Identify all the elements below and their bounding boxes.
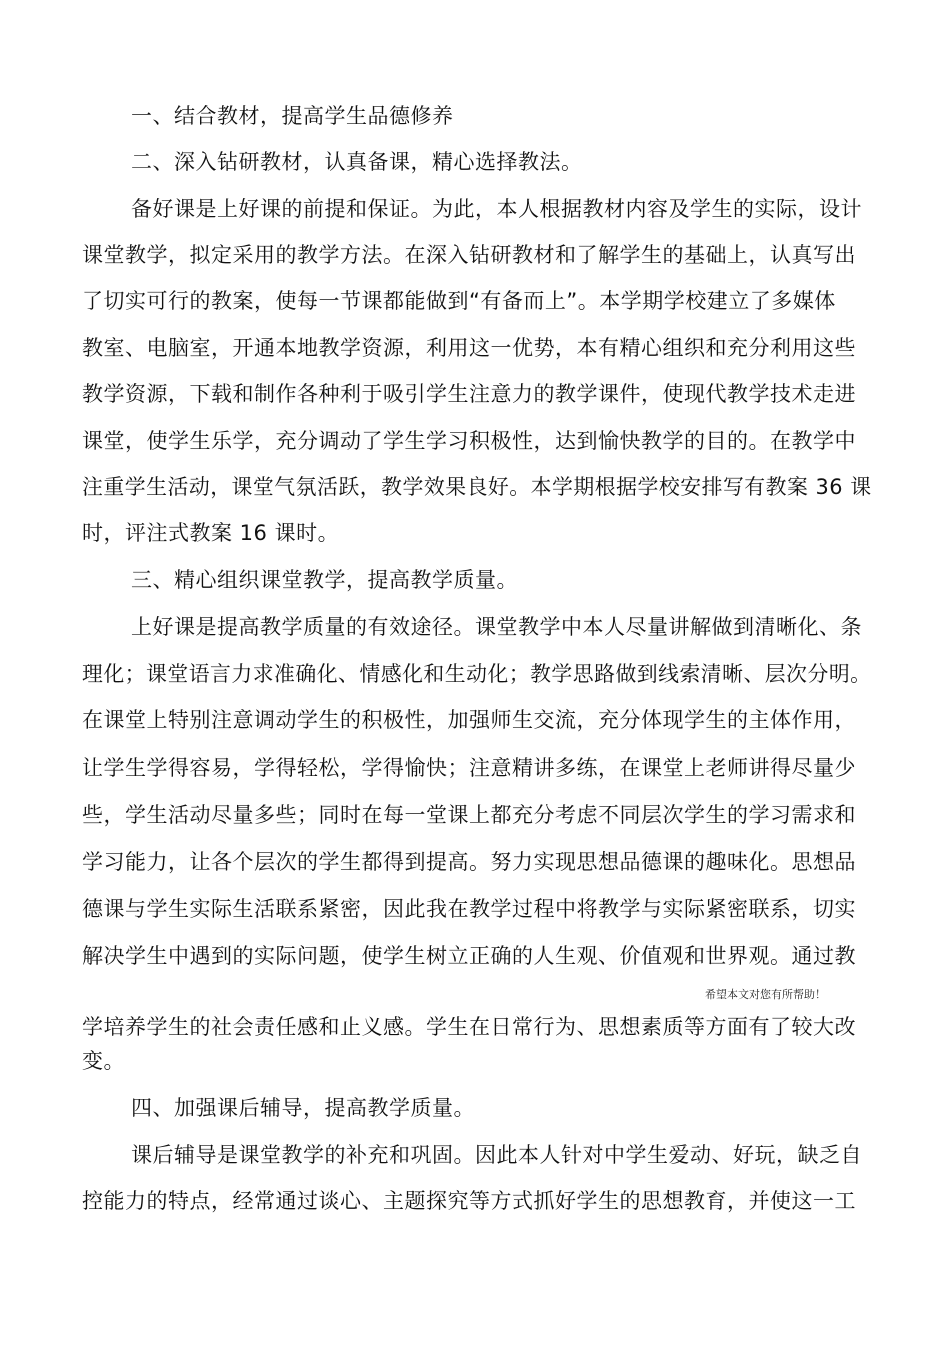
heading-line-2: 二、深入钻研教材，认真备课，精心选择教法。 xyxy=(131,150,583,174)
body-line: 上好课是提高教学质量的有效途径。课堂教学中本人尽量讲解做到清晰化、条 xyxy=(131,615,862,639)
body-line: 些，学生活动尽量多些；同时在每一堂课上都充分考虑不同层次学生的学习需求和 xyxy=(82,803,856,827)
body-line: 控能力的特点，经常通过谈心、主题探究等方式抓好学生的思想教育，并使这一工 xyxy=(82,1189,856,1213)
body-line: 学培养学生的社会责任感和止义感。学生在日常行为、思想素质等方面有了较大改 xyxy=(82,1015,856,1039)
body-line: 理化；课堂语言力求准确化、情感化和生动化；教学思路做到线索清晰、层次分明。 xyxy=(82,662,872,686)
body-line: 让学生学得容易，学得轻松，学得愉快；注意精讲多练，在课堂上老师讲得尽量少 xyxy=(82,756,856,780)
body-line: 课堂，使学生乐学，充分调动了学生学习积极性，达到愉快教学的目的。在教学中 xyxy=(82,429,856,453)
heading-line-1: 一、结合教材，提高学生品德修养 xyxy=(131,104,454,128)
footer-note: 希望本文对您有所帮助！ xyxy=(705,988,826,1001)
heading-line-3: 三、精心组织课堂教学，提高教学质量。 xyxy=(131,568,518,592)
body-line: 解决学生中遇到的实际问题，使学生树立正确的人生观、价值观和世界观。通过教 xyxy=(82,944,856,968)
body-line: 注重学生活动，课堂气氛活跃，教学效果良好。本学期根据学校安排写有教案 36 课 xyxy=(82,475,872,499)
body-line: 教室、电脑室，开通本地教学资源，利用这一优势，本有精心组织和充分利用这些 xyxy=(82,336,856,360)
heading-line-4: 四、加强课后辅导，提高教学质量。 xyxy=(131,1096,475,1120)
body-line: 教学资源，下载和制作各种利于吸引学生注意力的教学课件，使现代教学技术走进 xyxy=(82,382,856,406)
body-line: 变。 xyxy=(82,1049,125,1073)
body-line: 学习能力，让各个层次的学生都得到提高。努力实现思想品德课的趣味化。思想品 xyxy=(82,850,856,874)
body-line: 了切实可行的教案，使每一节课都能做到“有备而上”。本学期学校建立了多媒体 xyxy=(82,289,836,313)
body-line: 课后辅导是课堂教学的补充和巩固。因此本人针对中学生爱动、好玩，缺乏自 xyxy=(131,1143,862,1167)
body-line: 备好课是上好课的前提和保证。为此，本人根据教材内容及学生的实际，设计 xyxy=(131,197,862,221)
body-line: 课堂教学，拟定采用的教学方法。在深入钻研教材和了解学生的基础上，认真写出 xyxy=(82,243,856,267)
body-line: 德课与学生实际生活联系紧密，因此我在教学过程中将教学与实际紧密联系，切实 xyxy=(82,897,856,921)
body-line: 时，评注式教案 16 课时。 xyxy=(82,521,340,545)
body-line: 在课堂上特别注意调动学生的积极性，加强师生交流，充分体现学生的主体作用， xyxy=(82,708,856,732)
